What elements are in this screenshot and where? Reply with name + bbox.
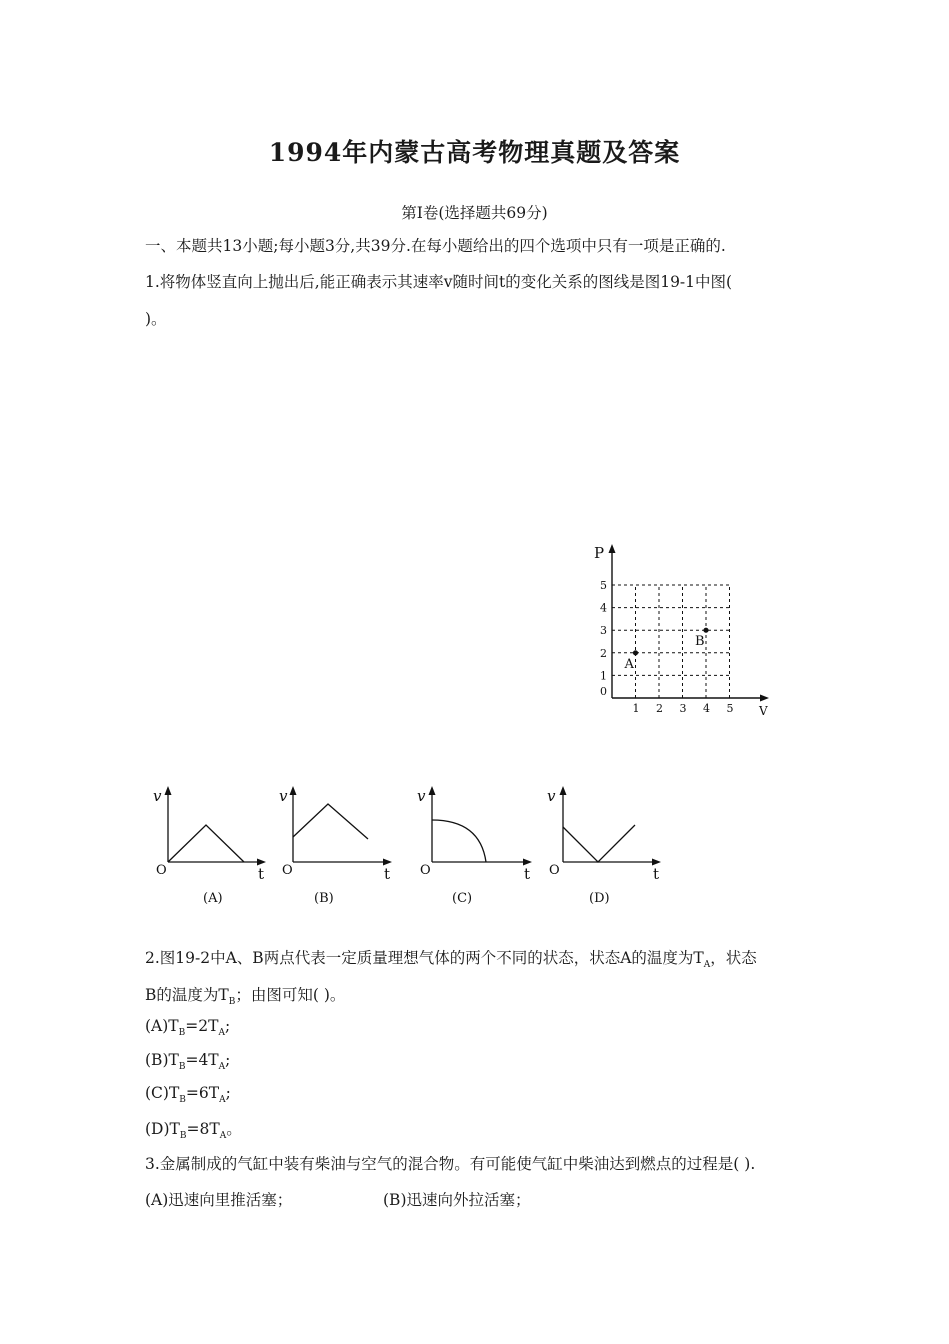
question-2-line-1: 2.图19-2中A、B两点代表一定质量理想气体的两个不同的状态，状态A的温度为$T_A$，状态: [145, 949, 757, 971]
vt-curve-d: [563, 825, 635, 862]
vt-d-origin: O: [549, 863, 560, 878]
vt-curve-b: [293, 804, 368, 839]
page-title: 1994年内蒙古高考物理真题及答案: [268, 138, 681, 167]
vt-c-caption: (C): [452, 891, 473, 906]
pv-x-arrow: [760, 695, 769, 702]
pv-origin-label: 0: [600, 685, 607, 698]
question-3-stem: 3.金属制成的气缸中装有柴油与空气的混合物。有可能使气缸中柴油达到燃点的过程是( ).: [145, 1155, 756, 1173]
pv-x-tick-label: 5: [726, 702, 734, 715]
pv-y-arrow: [609, 544, 616, 553]
section-heading: 第Ⅰ卷(选择题共69分): [401, 204, 548, 222]
vt-curve-c: [432, 820, 486, 862]
question-2-line-2: B的温度为$T_B$；由图可知( )。: [145, 986, 346, 1008]
vt-d-caption: (D): [589, 891, 610, 906]
pv-y-tick-label: 2: [600, 646, 607, 660]
pv-y-tick-label: 1: [600, 669, 607, 683]
question-2-option-a: $(A)T_B=2T_A$;: [145, 1017, 231, 1039]
question-2-option-c: $(C)T_B=6T_A$;: [145, 1084, 231, 1106]
vt-c-origin: O: [420, 863, 431, 878]
question-2-option-d: $(D)T_B=8T_A$。: [145, 1120, 242, 1142]
pv-y-tick-label: 4: [600, 601, 607, 615]
vt-graph-a: [150, 782, 280, 907]
question-1-line-1: 1.将物体竖直向上抛出后,能正确表示其速率v随时间t的变化关系的图线是图19-1中图(: [145, 273, 733, 291]
part-one-instructions: 一、本题共13小题;每小题3分,共39分.在每小题给出的四个选项中只有一项是正确的.: [145, 237, 726, 255]
vt-c-y-label: v: [417, 787, 426, 805]
pv-grid: [612, 585, 730, 698]
question-2-option-b: $(B)T_B=4T_A$;: [145, 1051, 231, 1073]
pv-y-tick-label: 3: [600, 624, 607, 638]
vt-a-x-label: t: [258, 865, 265, 883]
vt-graph-b: [278, 782, 408, 907]
pv-x-tick-label: 1: [632, 702, 640, 715]
vt-a-y-label: v: [153, 787, 162, 805]
pv-point-label-b: B: [695, 634, 705, 650]
question-3-option-b: (B)迅速向外拉活塞；: [383, 1191, 531, 1209]
pv-x-tick-label: 4: [703, 702, 710, 715]
vt-c-x-label: t: [524, 865, 531, 883]
vt-d-x-label: t: [653, 865, 660, 883]
vt-b-origin: O: [282, 863, 293, 878]
question-3-option-a: (A)迅速向里推活塞；: [145, 1191, 293, 1209]
vt-graph-d: [545, 782, 675, 907]
pv-tick-labels: [600, 579, 734, 715]
pv-graph: [585, 538, 785, 723]
question-1-line-2: )。: [145, 310, 167, 328]
vt-curve-a: [168, 825, 244, 862]
vt-d-y-label: v: [547, 787, 556, 805]
vt-b-caption: (B): [314, 891, 334, 906]
vt-b-y-label: v: [279, 787, 288, 805]
pv-y-tick-label: 5: [600, 579, 607, 592]
pv-y-axis-label: P: [594, 544, 605, 562]
pv-point-b: [703, 628, 708, 633]
vt-a-origin: O: [156, 863, 167, 878]
pv-point-a: [633, 650, 638, 655]
vt-a-caption: (A): [203, 891, 223, 906]
pv-point-label-a: A: [624, 656, 634, 672]
pv-x-axis-label: V: [759, 704, 768, 718]
pv-x-tick-label: 3: [679, 702, 687, 715]
vt-graph-c: [414, 782, 544, 907]
vt-b-x-label: t: [384, 865, 391, 883]
pv-x-tick-label: 2: [656, 702, 663, 715]
